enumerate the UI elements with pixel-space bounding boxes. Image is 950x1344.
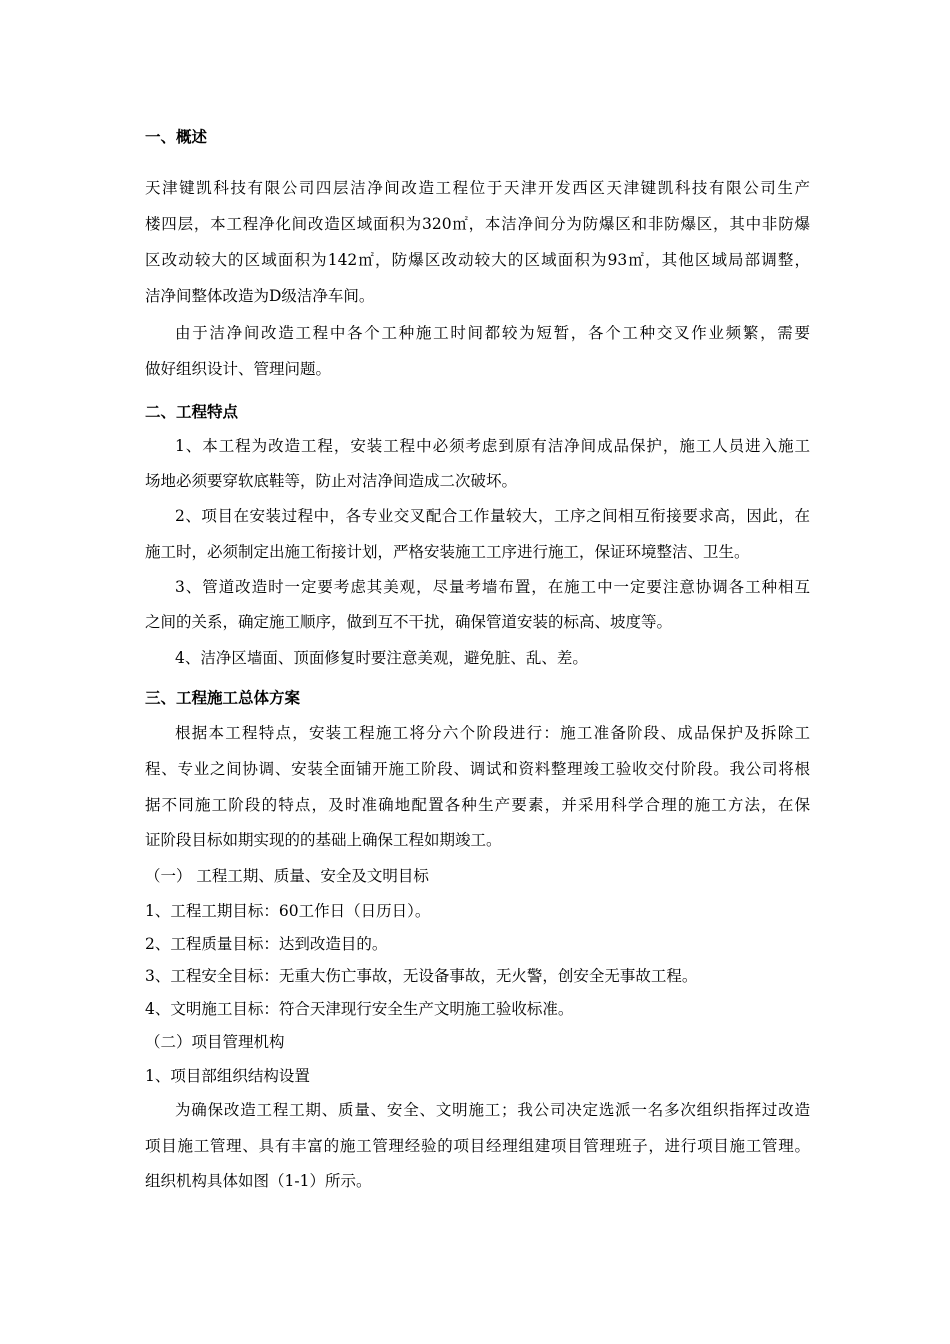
list-item-line: 场地必须要穿软底鞋等，防止对洁净间造成二次破坏。 (145, 472, 518, 490)
paragraph-line: 项目施工管理、具有丰富的施工管理经验的项目经理组建项目管理班子，进行项目施工管理。 (145, 1137, 810, 1155)
list-item-line: 之间的关系，确定施工顺序，做到互不干扰，确保管道安装的标高、坡度等。 (145, 613, 673, 631)
paragraph-line: 据不同施工阶段的特点，及时准确地配置各种生产要素，并采用科学合理的施工方法，在保 (145, 796, 810, 814)
subsection-heading-organization: （二）项目管理机构 (145, 1033, 285, 1051)
paragraph-line: 做好组织设计、管理问题。 (145, 360, 332, 378)
list-item-line: 1、工程工期目标：60工作日（日历日）。 (145, 902, 431, 920)
list-item-line: 1、项目部组织结构设置 (145, 1067, 310, 1085)
list-item-line: 4、洁净区墙面、顶面修复时要注意美观，避免脏、乱、差。 (175, 649, 588, 667)
paragraph-line: 程、专业之间协调、安装全面铺开施工阶段、调试和资料整理竣工验收交付阶段。我公司将根 (145, 760, 810, 778)
paragraph-line: 组织机构具体如图（1-1）所示。 (145, 1172, 372, 1190)
paragraph-line: 楼四层，本工程净化间改造区域面积为320㎡，本洁净间分为防爆区和非防爆区，其中非防爆 (145, 215, 810, 233)
paragraph-line: 区改动较大的区域面积为142㎡，防爆区改动较大的区域面积为93㎡，其他区域局部调整， (145, 251, 810, 269)
list-item-line: 施工时，必须制定出施工衔接计划，严格安装施工工序进行施工，保证环境整洁、卫生。 (145, 543, 750, 561)
list-item-line: 4、文明施工目标：符合天津现行安全生产文明施工验收标准。 (145, 1000, 574, 1018)
paragraph-line: 为确保改造工程工期、质量、安全、文明施工；我公司决定选派一名多次组织指挥过改造 (175, 1101, 810, 1119)
subsection-heading-goals: （一） 工程工期、质量、安全及文明目标 (145, 867, 429, 885)
paragraph-line: 天津键凯科技有限公司四层洁净间改造工程位于天津开发西区天津键凯科技有限公司生产 (145, 179, 810, 197)
list-item-line: 2、工程质量目标：达到改造目的。 (145, 935, 388, 953)
paragraph-line: 洁净间整体改造为D级洁净车间。 (145, 287, 375, 305)
list-item-line: 3、管道改造时一定要考虑其美观，尽量考墙布置，在施工中一定要注意协调各工种相互 (175, 578, 810, 596)
paragraph-line: 证阶段目标如期实现的的基础上确保工程如期竣工。 (145, 831, 502, 849)
section-heading-features: 二、工程特点 (145, 403, 239, 421)
list-item-line: 2、项目在安装过程中，各专业交叉配合工作量较大，工序之间相互衔接要求高，因此，在 (175, 507, 810, 525)
paragraph-line: 由于洁净间改造工程中各个工种施工时间都较为短暂，各个工种交叉作业频繁，需要 (175, 324, 810, 342)
list-item-line: 1、本工程为改造工程，安装工程中必须考虑到原有洁净间成品保护，施工人员进入施工 (175, 437, 810, 455)
paragraph-line: 根据本工程特点，安装工程施工将分六个阶段进行：施工准备阶段、成品保护及拆除工 (175, 724, 810, 742)
list-item-line: 3、工程安全目标：无重大伤亡事故，无设备事故，无火警，创安全无事故工程。 (145, 967, 698, 985)
section-heading-overview: 一、概述 (145, 128, 208, 146)
section-heading-plan: 三、工程施工总体方案 (145, 689, 301, 707)
